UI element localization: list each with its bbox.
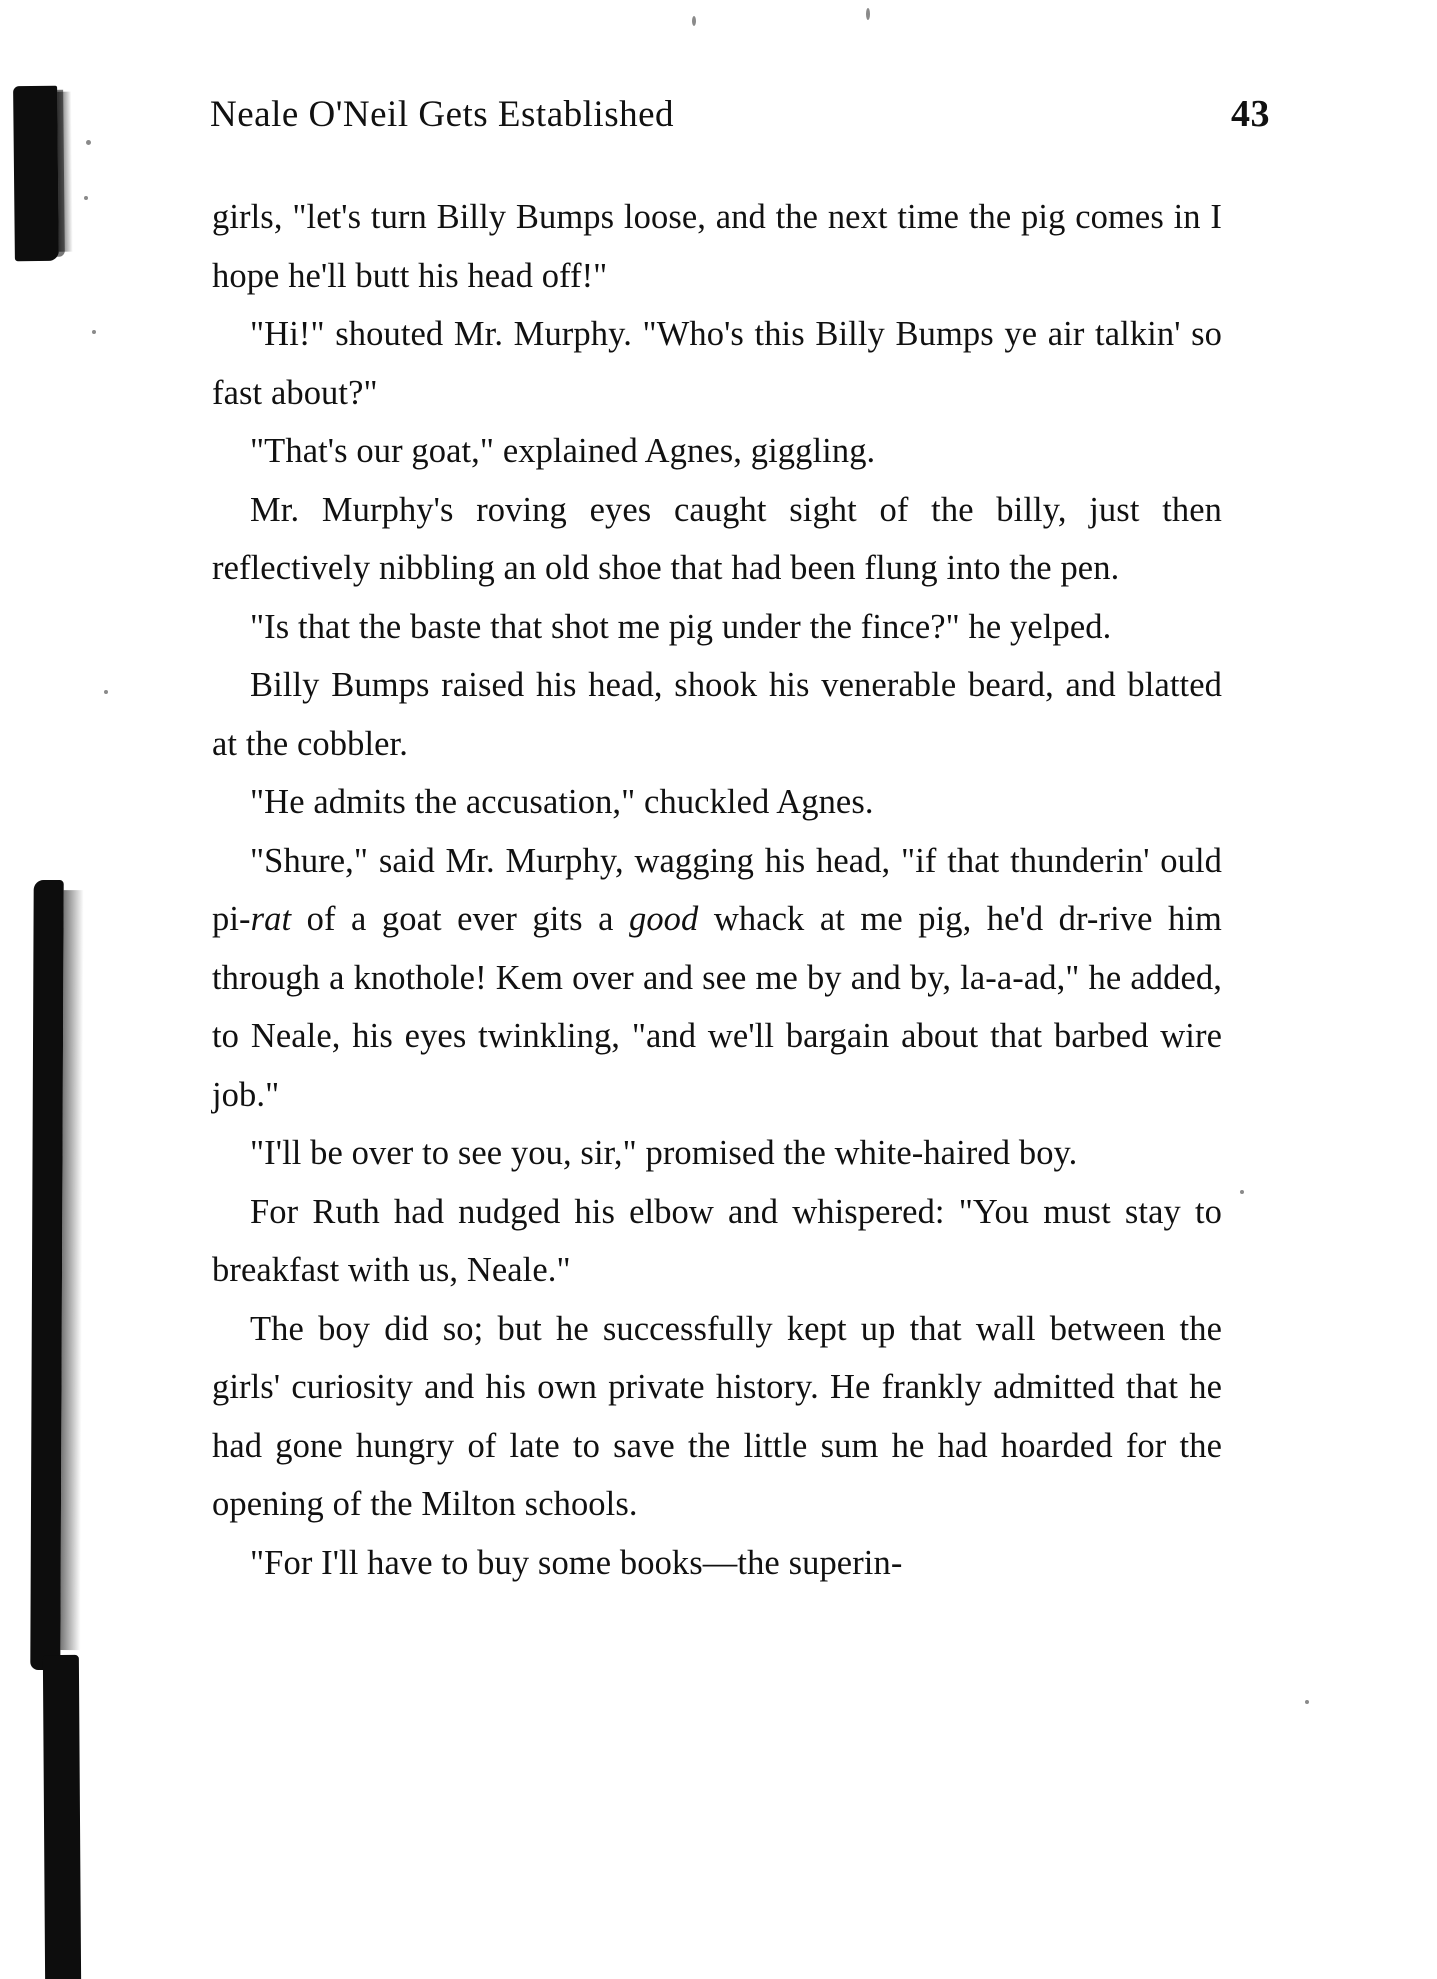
paragraph: girls, "let's turn Billy Bumps loose, and the next time the pig comes in I hope he'll butt his head off!" <box>212 198 1222 295</box>
scan-artifact-left-edge <box>30 880 63 1670</box>
scan-artifact-bottom <box>43 1655 81 1979</box>
scan-speck <box>92 330 96 334</box>
paragraph: "He admits the accusation," chuckled Agnes. <box>250 783 874 821</box>
paragraph: "Is that the baste that shot me pig under the fince?" he yelped. <box>250 607 1112 646</box>
paragraph: "For I'll have to buy some books—the superin- <box>250 1543 903 1582</box>
paragraph: "Shure," said Mr. Murphy, wagging his head, "if that thunderin' ould pi-rat of a goat ever gits a good whack at me pig, he'd dr-rive him through a knothole! Kem over and see me by and by, la-a-ad," he added, to Neale, his eyes twinkling, "and we'll bargain about that barbed wire job." <box>212 841 1222 1114</box>
scan-speck <box>84 196 88 200</box>
scan-speck <box>692 16 696 26</box>
scan-speck <box>86 140 91 145</box>
body-text <box>212 188 1222 1592</box>
paragraph: Mr. Murphy's roving eyes caught sight of the billy, just then reflectively nibbling an old shoe that had been flung into the pen. <box>212 490 1222 587</box>
running-title: Neale O'Neil Gets Established <box>210 94 675 135</box>
scan-artifact-top <box>13 86 59 261</box>
scan-speck <box>104 690 108 694</box>
scan-speck <box>1305 1700 1309 1704</box>
paragraph: "Hi!" shouted Mr. Murphy. "Who's this Billy Bumps ye air talkin' so fast about?" <box>212 315 1222 412</box>
paragraph: For Ruth had nudged his elbow and whispered: "You must stay to breakfast with us, Neale." <box>212 1192 1222 1289</box>
paragraph: "That's our goat," explained Agnes, giggling. <box>250 432 876 470</box>
paragraph: "I'll be over to see you, sir," promised the white-haired boy. <box>250 1134 1078 1172</box>
page-number: 43 <box>1231 93 1270 135</box>
paragraph: The boy did so; but he successfully kept up that wall between the girls' curiosity and his own private history. He frankly admitted that he had gone hungry of late to save the little sum he had hoarded for the opening of the Milton schools. <box>212 1309 1222 1523</box>
page-header <box>210 92 1270 136</box>
scan-speck <box>1240 1190 1244 1194</box>
scan-speck <box>866 8 870 20</box>
paragraph: Billy Bumps raised his head, shook his venerable beard, and blatted at the cobbler. <box>212 666 1222 763</box>
